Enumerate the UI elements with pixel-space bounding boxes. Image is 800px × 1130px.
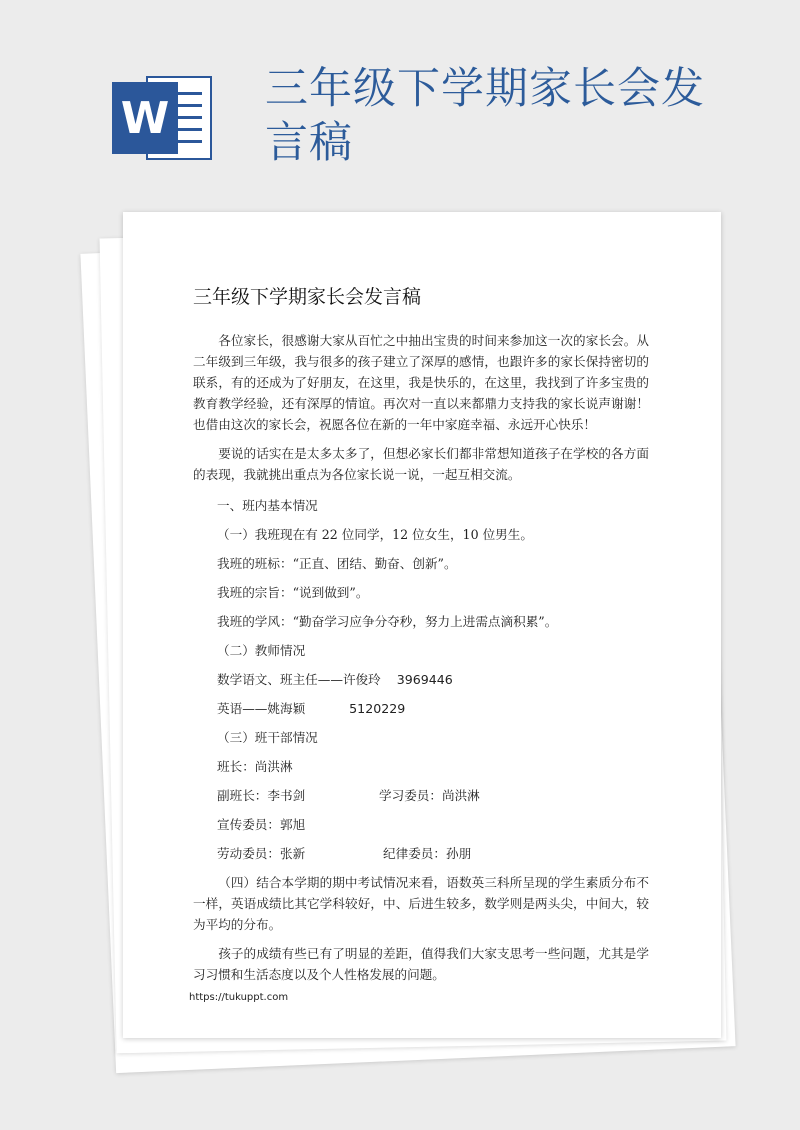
cadre-vice-monitor: 副班长：李书剑 [217,788,306,803]
header [0,0,800,200]
document-title: 三年级下学期家长会发言稿 [193,286,422,308]
teacher-2-phone: 5120229 [349,701,406,716]
cadre-monitor: 班长：尚洪淋 [217,759,293,774]
paragraph-score-gap: 孩子的成绩有些已有了明显的差距，值得我们大家支思考一些问题，尤其是学习习惯和生活态度以及个人性格发展的问题。 [193,946,649,982]
class-motto-line: 我班的班标：“正直、团结、勤奋、创新”。 [217,556,457,571]
paragraph-exam-analysis: （四）结合本学期的期中考试情况来看，语数英三科所呈现的学生素质分布不一样，英语成绩比其它学科较好，中、后进生较多，数学则是两头尖，中间大，较为平均的分布。 [193,875,649,932]
class-aim-line: 我班的宗旨：“说到做到”。 [217,585,369,600]
cadre-publicity: 宣传委员：郭旭 [217,817,306,832]
class-size-line: （一）我班现在有 22 位同学，12 位女生，10 位男生。 [217,527,533,542]
section-heading-basic: 一、班内基本情况 [217,498,318,513]
paragraph-intro: 要说的话实在是太多太多了，但想必家长们都非常想知道孩子在学校的各方面的表现，我就挑出重点为各位家长说一说，一起互相交流。 [193,446,649,482]
cadre-discipline: 纪律委员：孙朋 [383,846,472,861]
teacher-row-2 [193,700,649,717]
footer-link[interactable]: https://tukuppt.com [189,992,289,1003]
document-page [123,212,721,1038]
section-heading-teachers: （二）教师情况 [217,643,306,658]
cadre-row-vice [193,787,649,804]
page-title: 三年级下学期家长会发言稿 [265,64,705,168]
document-body [193,330,649,993]
cadre-study-rep: 学习委员：尚洪淋 [379,788,480,803]
class-study-style-line: 我班的学风：“勤奋学习应争分夺秒，努力上进需点滴积累”。 [217,614,558,629]
teacher-1-phone: 3969446 [396,672,453,687]
paragraph-greeting: 各位家长，很感谢大家从百忙之中抽出宝贵的时间来参加这一次的家长会。从二年级到三年级，我与很多的孩子建立了深厚的感情，也跟许多的家长保持密切的联系，有的还成为了好朋友，在这里，我是快乐的，在这里，我找到了许多宝贵的教育教学经验，还有深厚的情谊。再次对一直以来都鼎力支持我的家长说声谢谢！也借由这次的家长会，祝愿各位在新的一年中家庭幸福、永远开心快乐！ [193,333,649,432]
teacher-1-label: 数学语文、班主任——许俊玲 [217,672,381,687]
cadre-row-labor [193,845,649,862]
section-heading-cadres: （三）班干部情况 [217,730,318,745]
word-icon [112,72,214,164]
word-letter-badge: W [112,82,178,154]
teacher-2-label: 英语——姚海颖 [217,701,306,716]
cadre-labor: 劳动委员：张新 [217,846,306,861]
teacher-row-1 [193,671,649,688]
